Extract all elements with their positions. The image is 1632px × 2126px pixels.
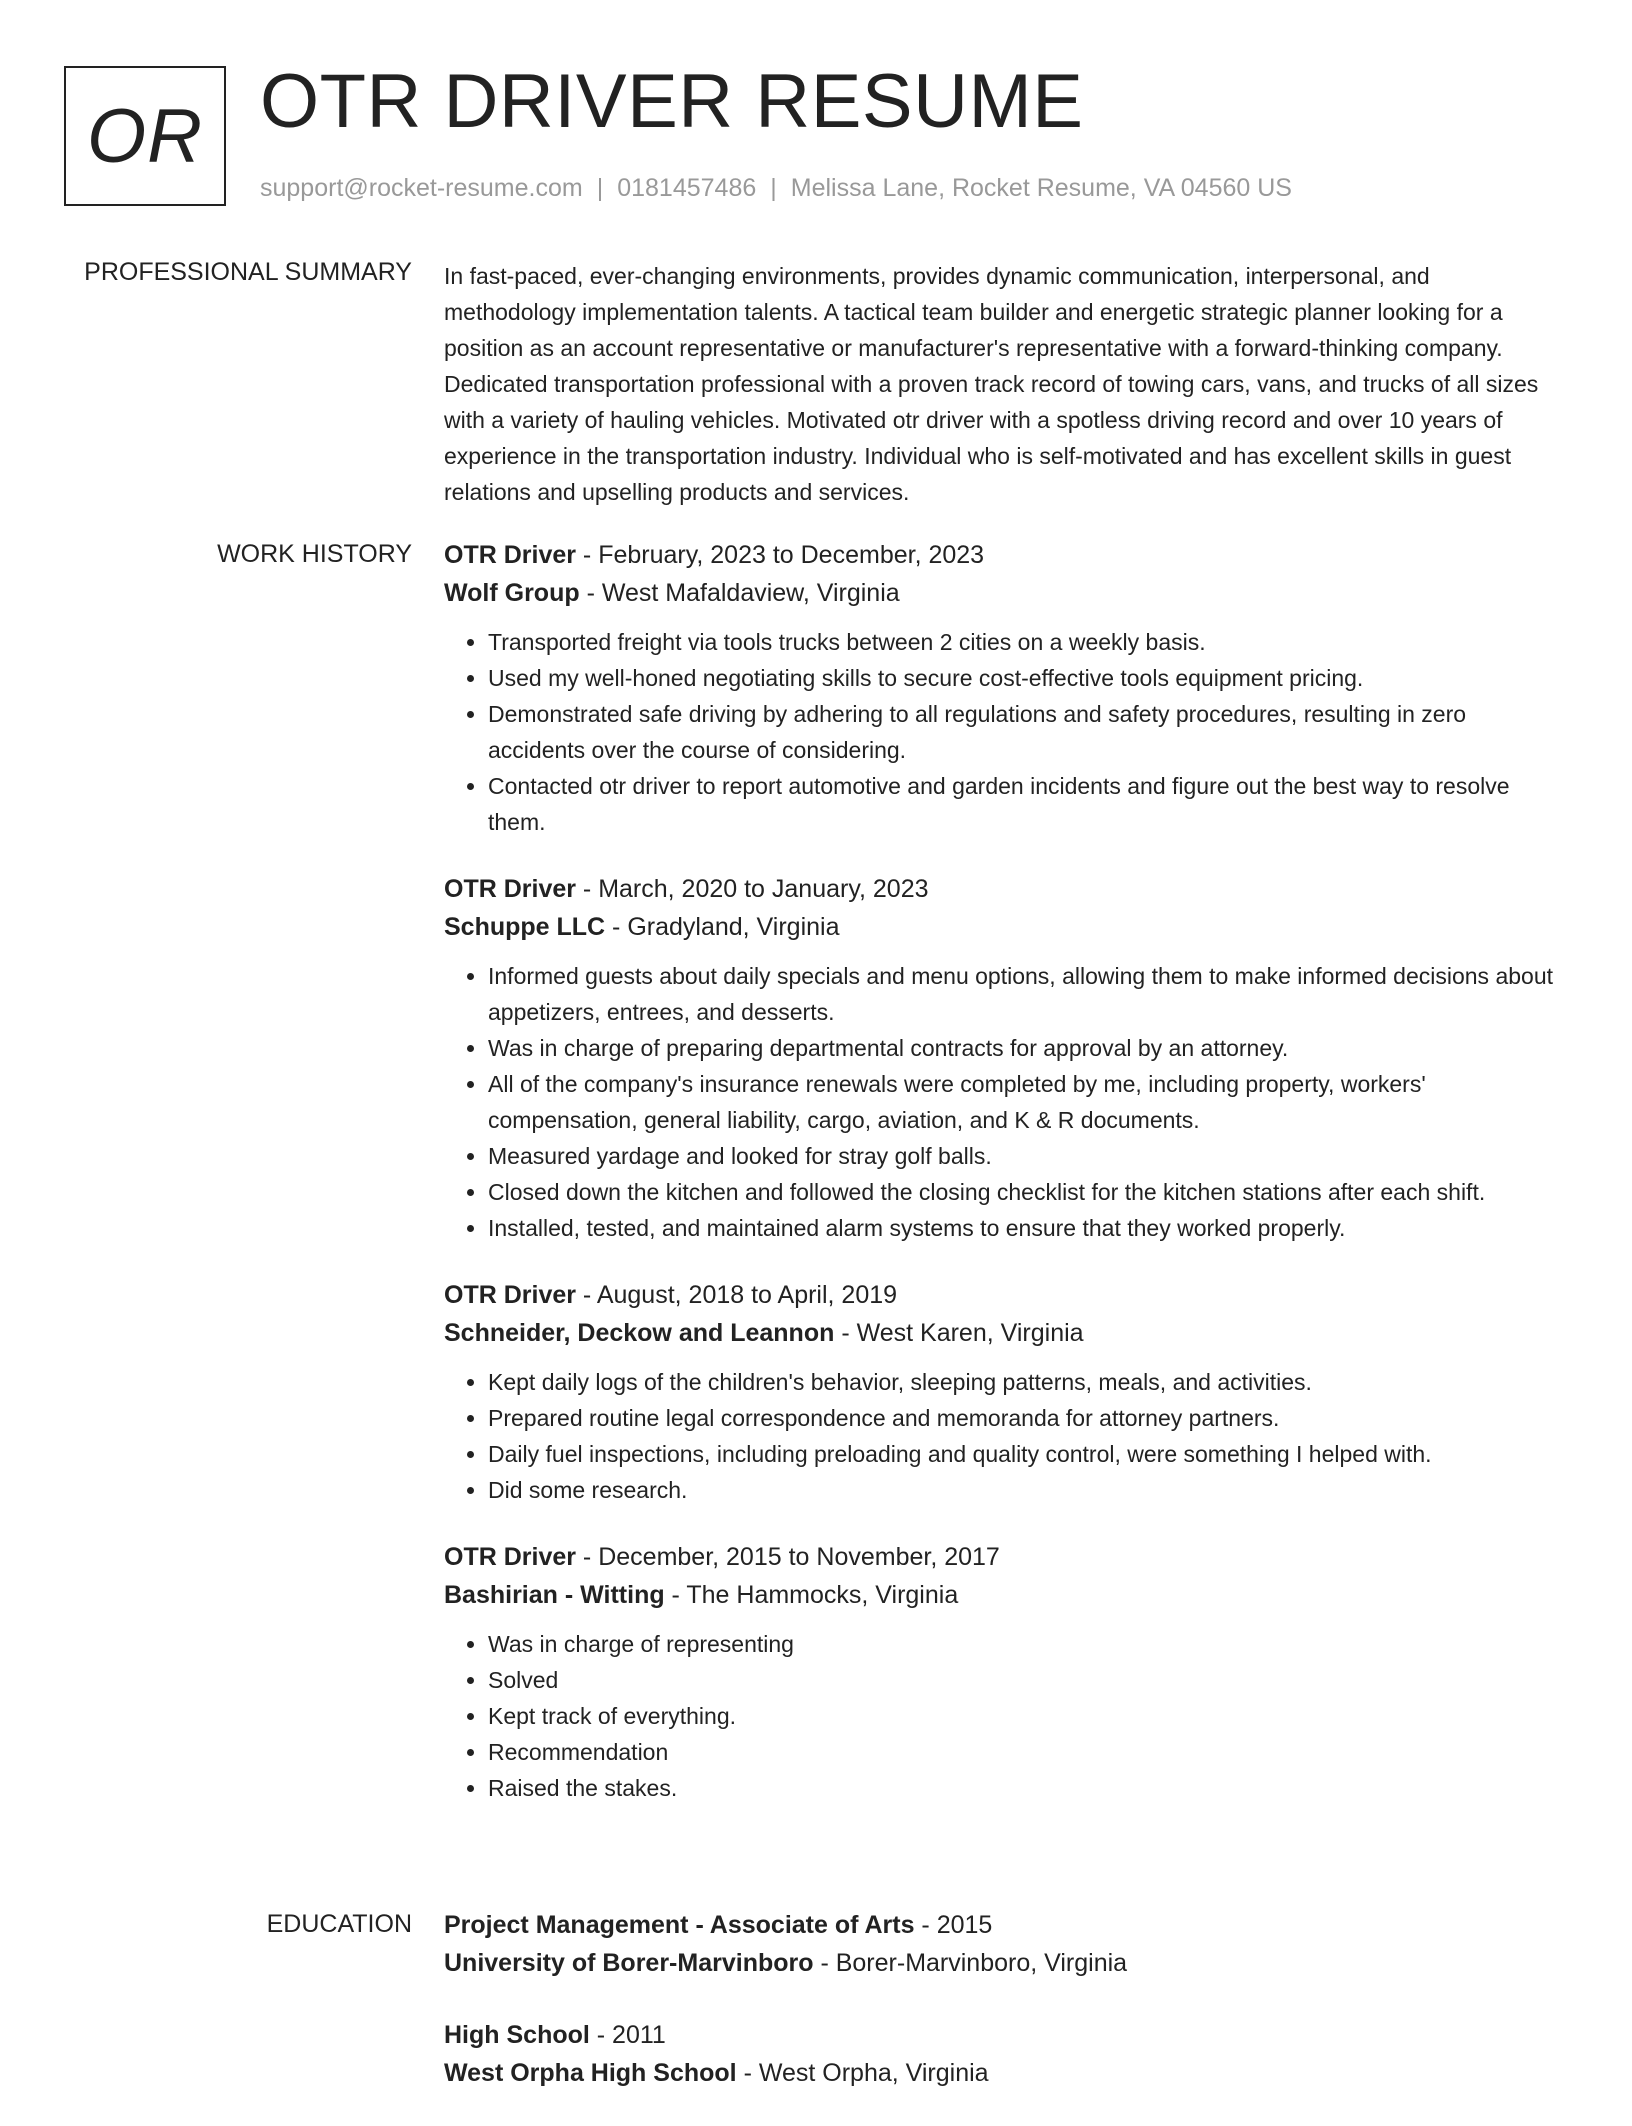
job-dates: - March, 2020 to January, 2023 [575, 875, 929, 903]
duty-item: • Kept track of everything. [488, 1698, 1560, 1734]
edu-degree: Project Management - Associate of Arts [444, 1911, 915, 1939]
job-company-line [444, 574, 1560, 612]
job-title-line [444, 1538, 1560, 1576]
job-title-line [444, 1276, 1560, 1314]
contact-address: Melissa Lane, Rocket Resume, VA 04560 US [790, 174, 1292, 202]
section-label-work: WORK HISTORY [217, 540, 412, 568]
job-duties [444, 958, 1560, 1246]
duty-item: • Was in charge of representing [488, 1626, 1560, 1662]
job-location: - Gradyland, Virginia [605, 913, 840, 941]
contact-email[interactable]: support@rocket-resume.com [260, 174, 583, 202]
job-company: Wolf Group [444, 579, 580, 607]
contact-phone[interactable]: 0181457486 [617, 174, 757, 202]
duty-item: • Did some research. [488, 1472, 1560, 1508]
edu-degree-line [444, 2016, 1560, 2054]
contact-separator: | [596, 174, 604, 202]
duty-item: • Recommendation [488, 1734, 1560, 1770]
job-company-line [444, 1576, 1560, 1614]
edu-location: - Borer-Marvinboro, Virginia [813, 1949, 1128, 1977]
duty-item: • Measured yardage and looked for stray golf balls. [488, 1138, 1560, 1174]
section-label-summary: PROFESSIONAL SUMMARY [84, 258, 412, 286]
job-company-line [444, 908, 1560, 946]
section-label-education: EDUCATION [266, 1910, 412, 1938]
duty-item: • All of the company's insurance renewals were completed by me, including property, workers' compensation, general liability, cargo, aviation, and K & R documents. [488, 1066, 1560, 1138]
duty-item: • Informed guests about daily specials and menu options, allowing them to make informed decisions about appetizers, entrees, and desserts. [488, 958, 1560, 1030]
duty-item: • Transported freight via tools trucks between 2 cities on a weekly basis. [488, 624, 1560, 660]
job-dates: - February, 2023 to December, 2023 [575, 541, 985, 569]
job-title: OTR Driver [444, 1543, 576, 1571]
job-title-line [444, 870, 1560, 908]
job-company: Schuppe LLC [444, 913, 606, 941]
logo-monogram [64, 66, 226, 206]
duty-item: • Contacted otr driver to report automotive and garden incidents and figure out the best way to resolve them. [488, 768, 1560, 840]
edu-school: University of Borer-Marvinboro [444, 1949, 814, 1977]
edu-year: - 2015 [914, 1911, 993, 1939]
duty-item: • Demonstrated safe driving by adhering to all regulations and safety procedures, resulting in zero accidents over the course of considering. [488, 696, 1560, 768]
contact-separator: | [770, 174, 777, 202]
education-entry [444, 2016, 1560, 2092]
job-location: - The Hammocks, Virginia [664, 1581, 959, 1609]
job-location: - West Mafaldaview, Virginia [579, 579, 900, 607]
job-entry [444, 536, 1560, 840]
job-dates: - August, 2018 to April, 2019 [575, 1281, 898, 1309]
edu-degree-line [444, 1906, 1560, 1944]
job-company-line [444, 1314, 1560, 1352]
duty-item: • Prepared routine legal correspondence and memoranda for attorney partners. [488, 1400, 1560, 1436]
edu-degree: High School [444, 2021, 590, 2049]
job-duties [444, 1364, 1560, 1508]
job-dates: - December, 2015 to November, 2017 [575, 1543, 1000, 1571]
education-entry [444, 1906, 1560, 1982]
job-company: Bashirian - Witting [444, 1581, 665, 1609]
job-duties [444, 624, 1560, 840]
duty-item: • Installed, tested, and maintained alarm systems to ensure that they worked properly. [488, 1210, 1560, 1246]
logo-initials: OR [87, 93, 203, 179]
duty-item: • Used my well-honed negotiating skills to secure cost-effective tools equipment pricing. [488, 660, 1560, 696]
job-duties [444, 1626, 1560, 1806]
job-title-line [444, 536, 1560, 574]
job-location: - West Karen, Virginia [834, 1319, 1084, 1347]
job-title: OTR Driver [444, 1281, 576, 1309]
job-title: OTR Driver [444, 875, 576, 903]
work-history-body [444, 536, 1560, 1836]
edu-location: - West Orpha, Virginia [736, 2059, 989, 2087]
edu-school-line [444, 2054, 1560, 2092]
job-entry [444, 1276, 1560, 1508]
edu-school: West Orpha High School [444, 2059, 737, 2087]
job-entry [444, 870, 1560, 1246]
duty-item: • Solved [488, 1662, 1560, 1698]
duty-item: • Daily fuel inspections, including preloading and quality control, were something I helped with. [488, 1436, 1560, 1472]
education-body [444, 1906, 1560, 2126]
duty-item: • Raised the stakes. [488, 1770, 1560, 1806]
duty-item: • Closed down the kitchen and followed the closing checklist for the kitchen stations after each shift. [488, 1174, 1560, 1210]
job-title: OTR Driver [444, 541, 576, 569]
summary-body [444, 258, 1560, 510]
summary-text: In fast-paced, ever-changing environments, provides dynamic communication, interpersonal, and methodology implementation talents. A tactical team builder and energetic strategic planner looking for a position as an account representative or manufacturer's representative with a forward-thinking company. Dedicated transportation professional with a proven track record of towing cars, vans, and trucks of all sizes with a variety of hauling vehicles. Motivated otr driver with a spotless driving record and over 10 years of experience in the transportation industry. Individual who is self-motivated and has excellent skills in guest relations and upselling products and services. [444, 263, 1539, 505]
edu-school-line [444, 1944, 1560, 1982]
job-company: Schneider, Deckow and Leannon [444, 1319, 835, 1347]
job-entry [444, 1538, 1560, 1806]
duty-item: • Kept daily logs of the children's behavior, sleeping patterns, meals, and activities. [488, 1364, 1560, 1400]
resume-title: OTR DRIVER RESUME [260, 59, 1084, 144]
edu-year: - 2011 [589, 2021, 666, 2049]
contact-line [260, 174, 1292, 203]
duty-item: • Was in charge of preparing departmental contracts for approval by an attorney. [488, 1030, 1560, 1066]
